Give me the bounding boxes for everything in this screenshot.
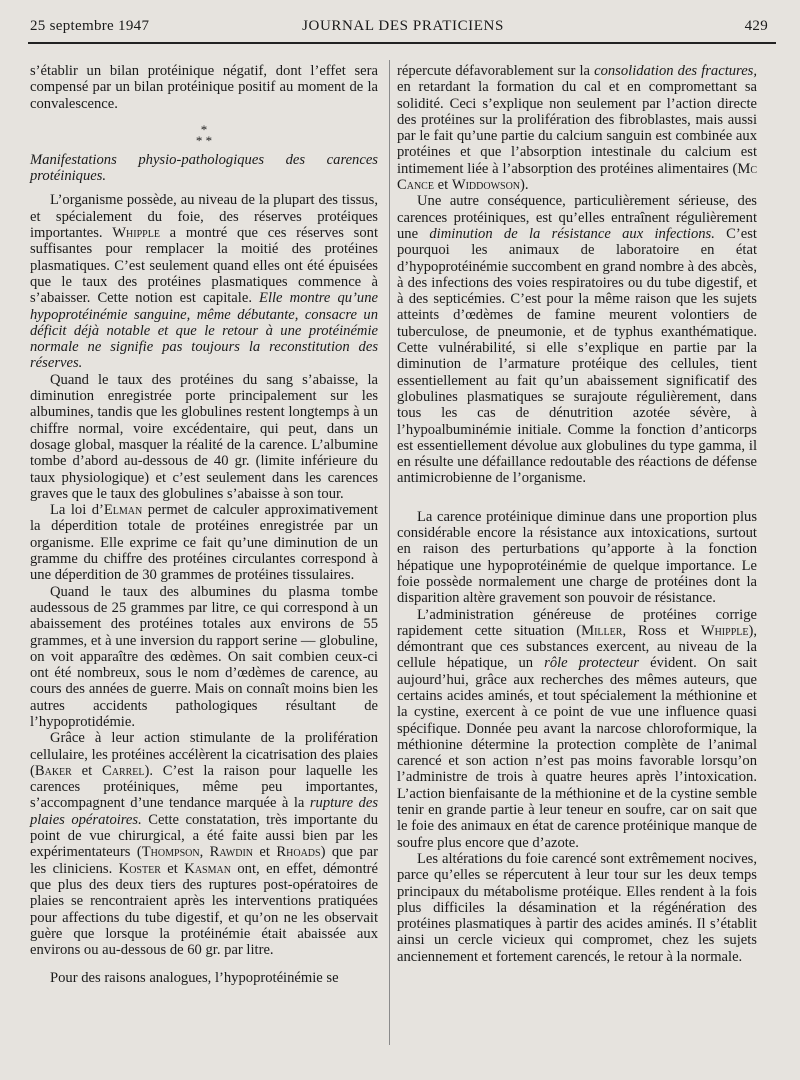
text-run: ). bbox=[520, 177, 529, 194]
header-date: 25 septembre 1947 bbox=[30, 18, 150, 34]
author-name: Whipple bbox=[700, 622, 749, 639]
emphasis-text: rupture des plaies opératoires. bbox=[30, 795, 379, 828]
paragraph-continued: Pour des raisons analogues, l’hypoprotéinémie se bbox=[50, 970, 339, 987]
paragraph-albumines: Quand le taux des protéines du sang s’abaisse, la diminution enregistrée porte principalement sur les albumines, tandis que les globulines restent longtemps à un chiffre normal, voire excédentaire, qui peut, dans un dosage global, masquer la réalité de la carence. L’albumine tombe d’abord au-dessous de 40 gr. (limite inférieure du taux physiologique) et c’est seulement dans les carences graves que le taux des globulines s’abaisse à son tour. bbox=[30, 371, 378, 502]
right-column bbox=[397, 63, 757, 965]
text-run: Grâce à leur action stimulante de la prolifération cellulaire, les protéines accélèrent la cicatrisation des plaies ( bbox=[30, 730, 378, 779]
column-divider bbox=[389, 60, 390, 1045]
text-run: L’organisme possède, au niveau de la plupart des tissus, et spécialement du foie, des réserves protéiques importantes. bbox=[30, 192, 378, 242]
author-name: Mc Cance bbox=[397, 160, 757, 194]
paragraph-fractures bbox=[397, 63, 757, 193]
text-run: et bbox=[160, 860, 185, 877]
asterisk-bottom: * * bbox=[195, 132, 213, 148]
author-name: Kasman bbox=[184, 860, 231, 877]
author-name: Widdowson bbox=[451, 177, 521, 194]
text-run: Cette constatation, très importante du point de vue chirurgical, a été faite aussi bien par les expérimentateurs ( bbox=[30, 811, 379, 861]
paragraph-elman bbox=[30, 502, 378, 583]
emphasis-text: Elle montre qu’une hypoprotéinémie sanguine, même débutante, consacre un déficit déjà notable et que le retour à une protéinémie normale ne signifie pas toujours la reconstitution des réserves. bbox=[30, 290, 378, 372]
text-run: ont, en effet, démontré que plus des deux tiers des ruptures post-opératoires de plaies se rencontraient après les interventions pratiquées pour affections du tube digestif, et qu’on ne les observait guère que lorsque la protéinémie était abaissée aux environs ou au-dessous de 60 gr. par litre. bbox=[30, 860, 378, 959]
text-run: , Ross et bbox=[622, 622, 701, 639]
text-run: et bbox=[253, 844, 277, 861]
text-run: a montré que ces réserves sont suffisantes pour remplacer la moitié des protéines plasmatiques. C’est seulement quand elles ont été épuisées que le taux des protéines plasmatiques commence à s’abaisser. Cette notion est capitale. bbox=[30, 225, 378, 307]
paragraph-foie-carence: Les altérations du foie carencé sont extrêmement nocives, parce qu’elles se répercutent à leur tour sur les deux temps principaux du métabolisme protéique. Elles rendent à la fois plus difficiles la désamination et la régénération des protéines plasmatiques à partir des acides aminés. Il s’établit ainsi un cercle vicieux qui compromet, chez les sujets anciennement et fortement carencés, le retour à la normale. bbox=[397, 850, 757, 965]
text-run: La loi d’ bbox=[50, 502, 104, 519]
author-name: Whipple bbox=[112, 225, 160, 242]
author-name: Miller bbox=[581, 622, 623, 639]
text-run: évident. On sait aujourd’hui, grâce aux recherches des mêmes auteurs, que certains acides aminés, et tout spécialement la méthionine et la cystine, exercent à ce point de vue une influence quasi spécifique. Donnée peu avant la narcose chloroformique, la méthionine détermine la protection complète de l’animal carencé et son action n’est pas moins favorable lorsqu’on l’administre de trois à quatre heures après l’intoxication. L’action bienfaisante de la méthionine et de la cystine semble tenir en grande partie à leur teneur en soufre, car on sait que le foie des animaux en état de carence protéinique manque de soufre plus encore que d’azote. bbox=[397, 655, 758, 851]
text-run: et bbox=[71, 762, 102, 779]
text-run: et bbox=[433, 177, 452, 194]
author-name: Thompson, Rawdin bbox=[141, 844, 254, 861]
text-run: permet de calculer approximativement la déperdition totale de protéines enregistrée par un organisme. Elle exprime ce fait qu’une diminution de un gramme du chiffre des protéines circulantes correspond à une déperdition de 30 grammes de protéines tissulaires. bbox=[30, 502, 378, 584]
author-name: Elman bbox=[103, 502, 143, 519]
paragraph-cicatrisation bbox=[30, 730, 378, 958]
section-asterisks bbox=[30, 121, 378, 148]
paragraph-reserves bbox=[30, 192, 378, 371]
page-number: 429 bbox=[744, 18, 768, 34]
section-heading: Manifestations physio-pathologiques des carences protéiniques. bbox=[30, 151, 378, 185]
paragraph-oedemes: Quand le taux des albumines du plasma tombe audessous de 25 grammes par litre, ce qui correspond à un abaissement des protéines totales aux environs de 55 grammes, et à une inversion du rapport serine — globuline, on voit apparaître des œdèmes. On sait combien ceux-ci ont été nombreux, sous le nom d’œdèmes de carence, au cours des années de guerre. Mais on connaît moins bien les autres accidents pathologiques résultant de l’hypoprotidémie. bbox=[30, 583, 378, 730]
text-run: ) que par les cliniciens. bbox=[30, 844, 378, 877]
asterisk-top: * bbox=[200, 121, 208, 137]
paragraph-infections bbox=[397, 193, 757, 486]
left-column bbox=[30, 63, 378, 987]
text-run: C’est pourquoi les animaux de laboratoire en état d’hypoprotéinémie succombent en grand nombre à des abcès, à des infections des voies respiratoires ou du tube digestif, et à des septicémies. C’est pour la même raison que les sujets atteints d’œdèmes de famine meurent volontiers de tuberculose, de pneumonie, et de typhus exanthématique. Cette vulnérabilité, si elle s’explique en partie par la diminution de l’armature protéique des cellules, tient essentiellement au fait qu’un abaissement significatif des globulines plasmatiques se surajoute régulièrement, dans tous les cas de dénutrition azotée sévère, à l’hypoalbuminémie initiale. Comme la fonction d’anticorps est essentiellement dévolue aux globulines du type gamma, il en résulte une défaillance redoutable des réactions de défense antimicrobienne de l’organisme. bbox=[397, 225, 757, 487]
author-name: Koster bbox=[118, 860, 161, 877]
text-run: Une autre conséquence, particulièrement sérieuse, des carences protéiniques, est qu’elles entraînent régulièrement une bbox=[397, 193, 757, 242]
text-run: en retardant la formation du cal et en compromettant sa solidité. Ceci s’explique non seulement par l’action directe des protéines sur la prolifération des fibroblastes, mais aussi par le fait qu’une partie du calcium sanguin est combinée aux protéines et que l’absorption intestinale du calcium est intimement liée à l’absorption des protéines alimentaires ( bbox=[397, 79, 757, 177]
author-name: Baker bbox=[34, 762, 72, 779]
author-name: Carrel bbox=[101, 762, 145, 779]
text-run: ), démontrant que ces substances exercent, au niveau de la cellule hépatique, un bbox=[397, 622, 757, 672]
header-rule bbox=[28, 42, 776, 44]
text-run: ). C’est la raison pour laquelle les carences protéiniques, même peu importantes, s’accompagnent d’une tendance marquée à la bbox=[30, 762, 378, 812]
emphasis-text: diminution de la résistance aux infections. bbox=[429, 225, 715, 242]
paragraph-intro: s’établir un bilan protéinique négatif, dont l’effet sera compensé par un bilan protéinique positif au moment de la convalescence. bbox=[30, 63, 378, 112]
author-name: Rhoads bbox=[276, 844, 321, 861]
text-run: L’administration généreuse de protéines corrige rapidement cette situation ( bbox=[397, 606, 757, 639]
journal-title: JOURNAL DES PRATICIENS bbox=[302, 18, 504, 34]
emphasis-text: rôle protecteur bbox=[544, 655, 640, 672]
emphasis-text: consolidation des fractures, bbox=[594, 63, 757, 79]
paragraph-intoxications: La carence protéinique diminue dans une proportion plus considérable encore la résistance aux intoxications, surtout en raison des perturbations qu’apporte à la fonction hépatique une hypoprotéinémie de quelque importance. Le foie possède normalement une charge de protéines dont la disparition altère gravement son pouvoir de résistance. bbox=[397, 508, 757, 607]
page-header bbox=[30, 16, 776, 42]
paragraph-administration bbox=[397, 607, 757, 851]
text-run: répercute défavorablement sur la bbox=[397, 63, 595, 79]
